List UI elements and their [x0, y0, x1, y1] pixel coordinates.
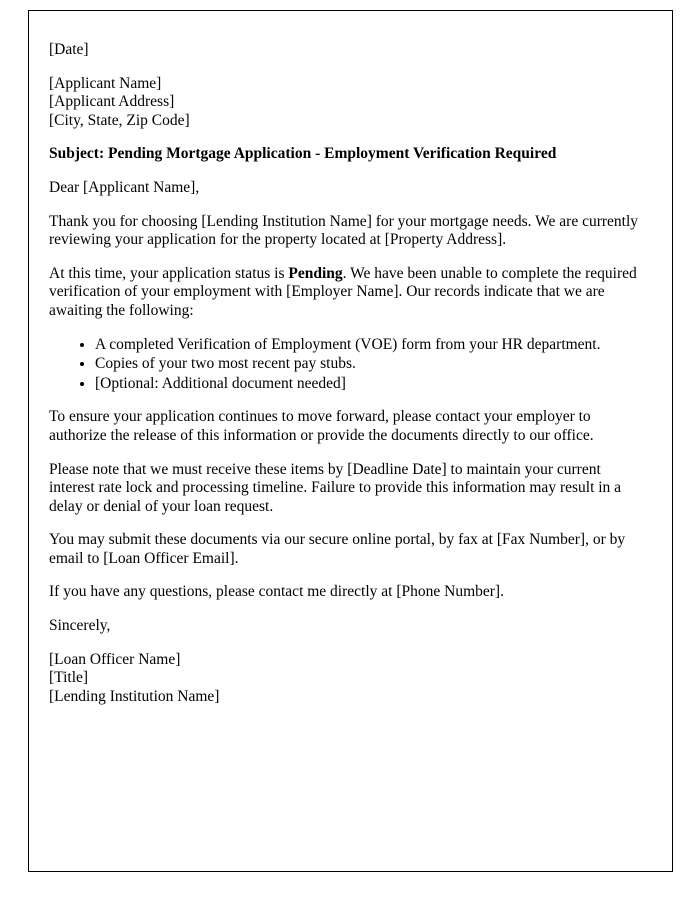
date-placeholder: [Date] [49, 41, 89, 58]
intro-paragraph: Thank you for choosing [Lending Institution Name] for your mortgage needs. We are currently reviewing your application for the property located at [Property Address]. [49, 212, 639, 249]
signature-name: [Loan Officer Name] [49, 650, 181, 668]
submission-paragraph: You may submit these documents via our secure online portal, by fax at [Fax Number], or by email to [Loan Officer Email]. [49, 531, 626, 567]
list-item: • A completed Verification of Employment (VOE) form from your HR department. [95, 336, 640, 355]
recipient-city-state-zip: [City, State, Zip Code] [49, 111, 190, 129]
signature-institution: [Lending Institution Name] [49, 687, 220, 705]
closing: Sincerely, [49, 617, 111, 635]
status-text-after: . We have been unable to complete the required verification of your employment with [Employer Name]. Our records indicate that we are awaiting the following: [49, 264, 637, 319]
status-text-before: At this time, your application status is [49, 264, 289, 282]
status-pending-bold: Pending [288, 264, 343, 282]
signature-title: [Title] [49, 669, 89, 687]
letter-body [29, 11, 672, 706]
subject-line: Subject: Pending Mortgage Application - Employment Verification Required [49, 145, 557, 163]
recipient-address: [Applicant Address] [49, 93, 175, 111]
recipient-name: [Applicant Name] [49, 74, 162, 92]
list-item: • Copies of your two most recent pay stubs. [95, 355, 640, 374]
letter-page [28, 10, 673, 872]
recipient-address-block [49, 75, 640, 131]
questions-paragraph: If you have any questions, please contact me directly at [Phone Number]. [49, 583, 504, 601]
action-paragraph: To ensure your application continues to move forward, please contact your employer to authorize the release of this information or provide the documents directly to our office. [49, 408, 594, 444]
deadline-paragraph: Please note that we must receive these items by [Deadline Date] to maintain your current interest rate lock and processing timeline. Failure to provide this information may result in a delay or denial of your loan request. [49, 460, 622, 515]
required-documents-list [49, 336, 640, 394]
salutation: Dear [Applicant Name], [49, 178, 200, 196]
list-item: • [Optional: Additional document needed] [95, 375, 640, 394]
signature-block [49, 651, 640, 707]
status-paragraph [49, 265, 640, 321]
